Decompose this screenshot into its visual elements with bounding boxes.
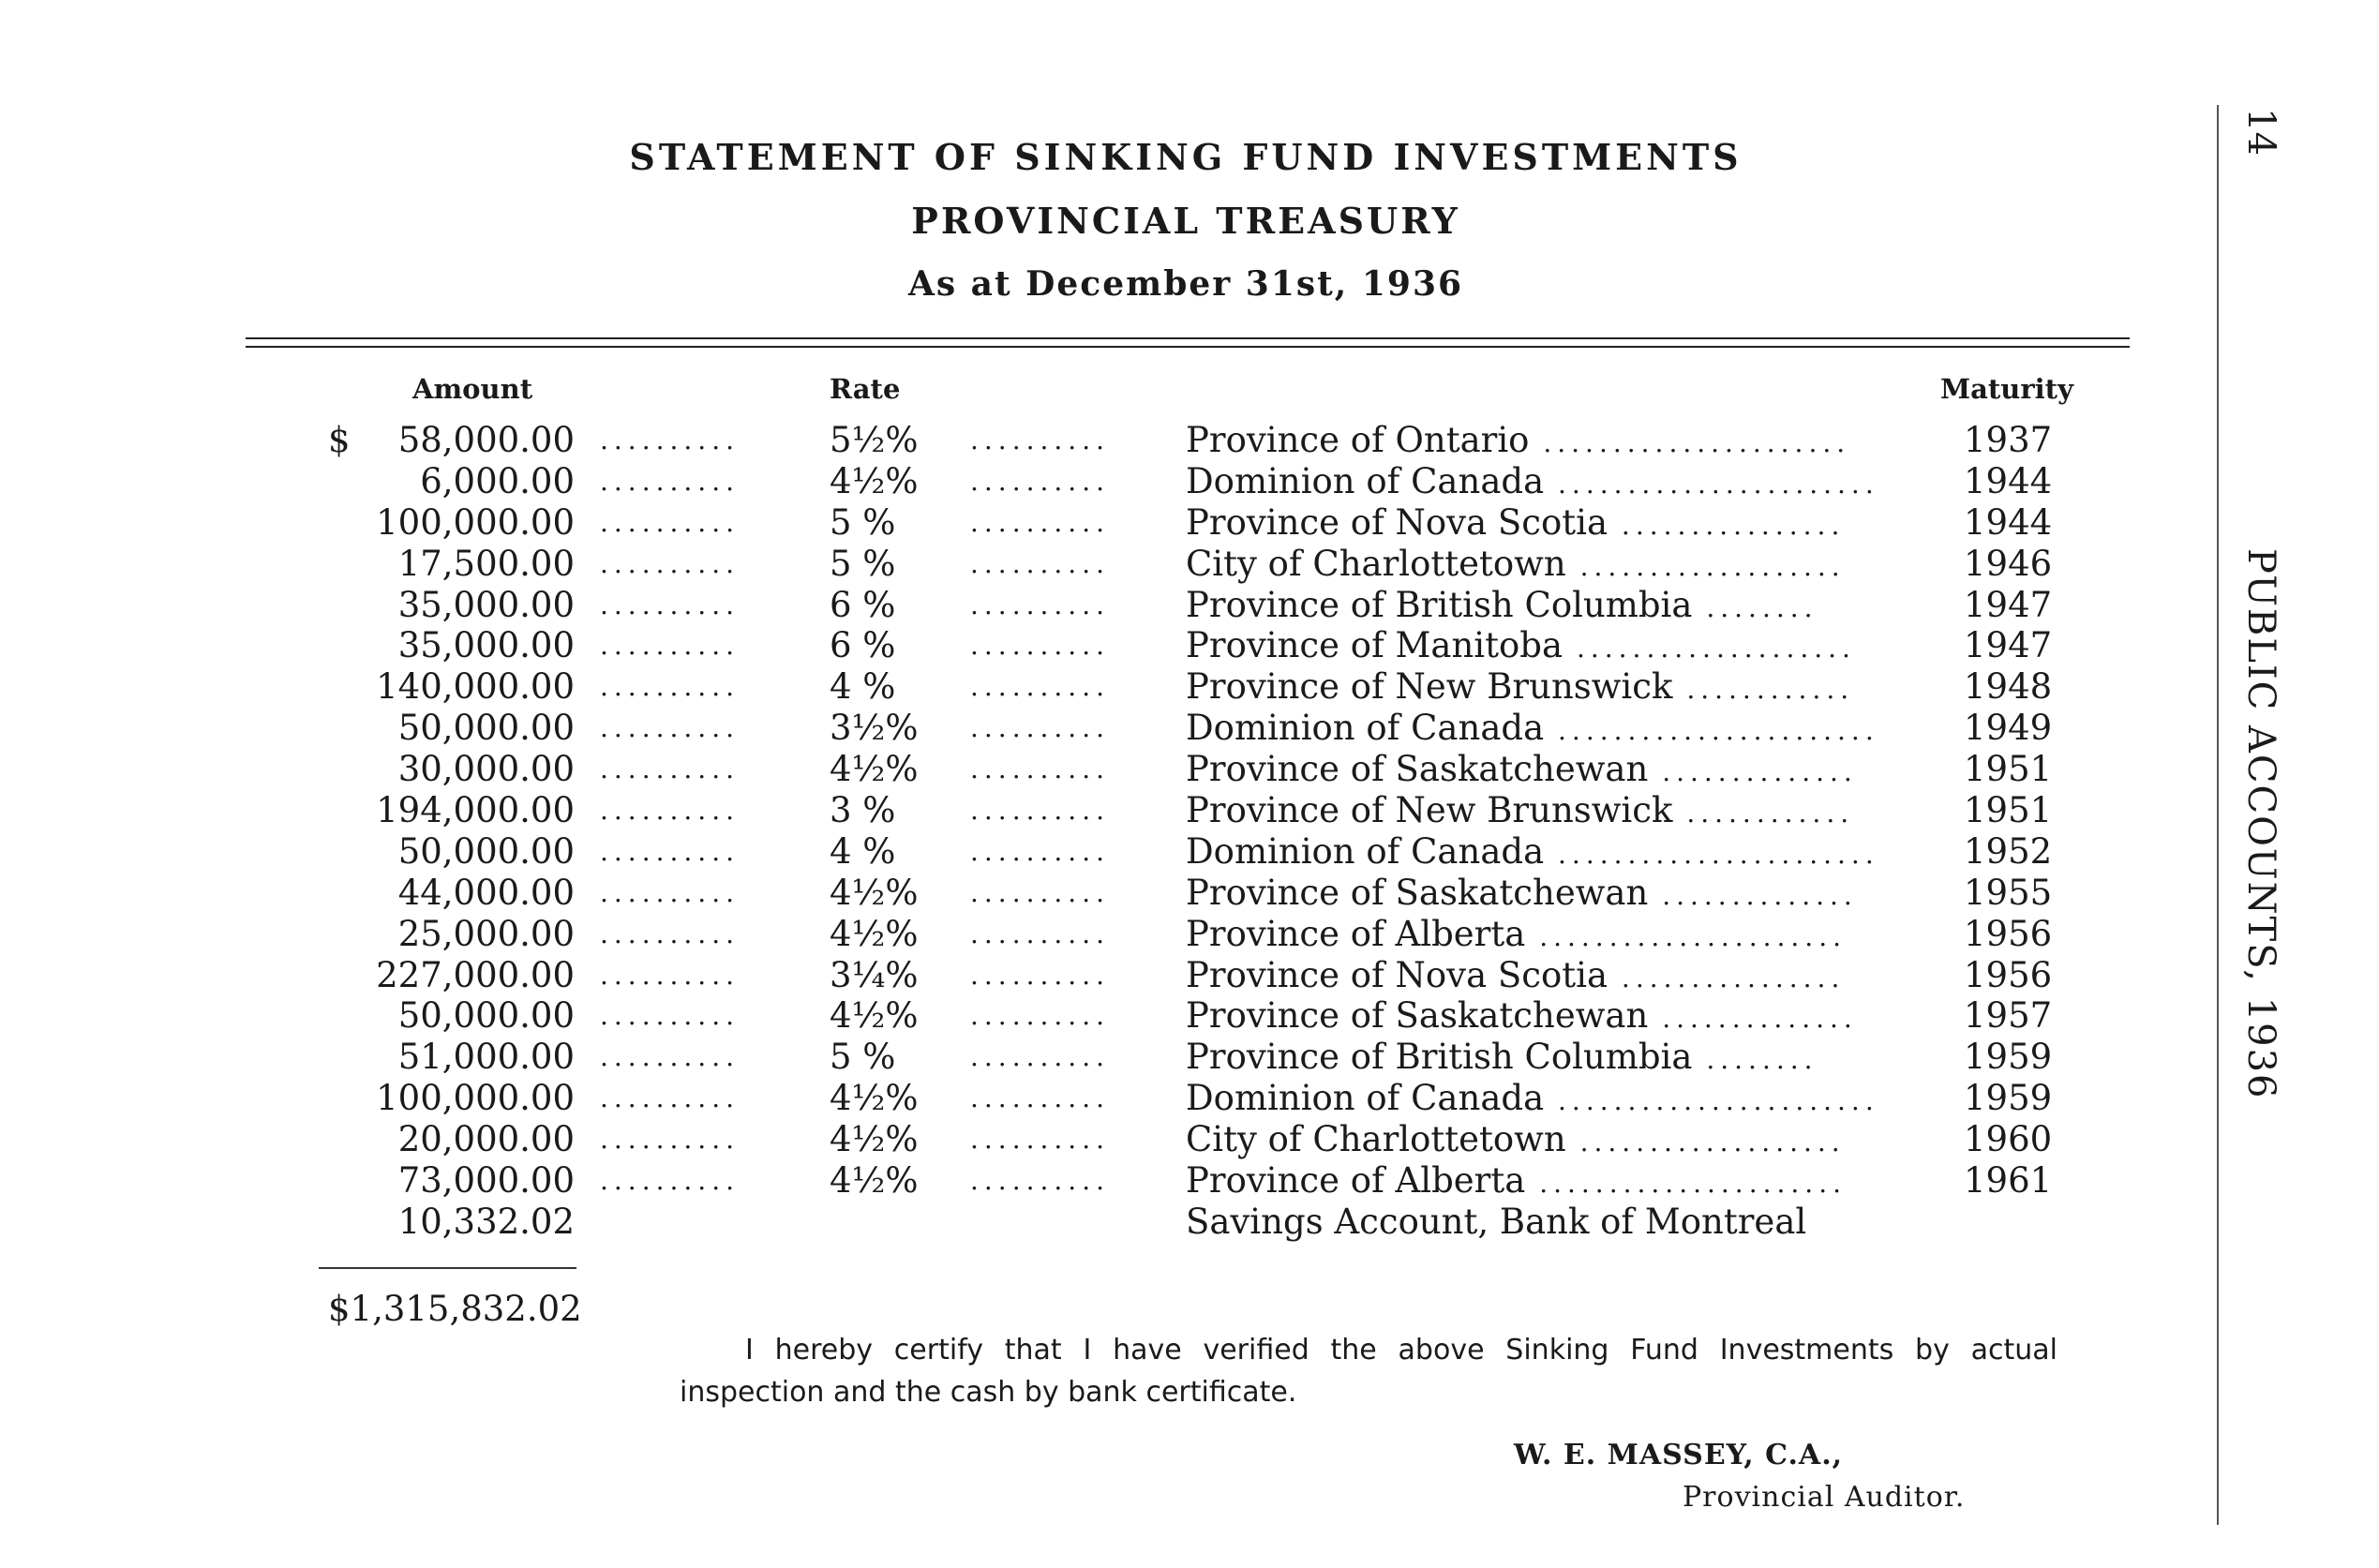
leader-dots: .......................	[1544, 715, 1879, 747]
leader-dots: ..........	[970, 712, 1111, 744]
leader-dots: ..........	[970, 589, 1111, 620]
row-maturity: 1947	[1964, 625, 2053, 666]
row-maturity: 1956	[1964, 954, 2053, 995]
certification-text	[680, 1329, 2057, 1413]
certification-line-2: inspection and the cash by bank certificate.	[680, 1376, 1297, 1409]
leader-dots: ...................	[1565, 550, 1846, 582]
row-rate: 6 %	[830, 625, 896, 666]
row-rate: 3¼%	[830, 954, 919, 995]
leader-dots: ..........	[970, 918, 1111, 949]
table-row	[0, 502, 2379, 544]
leader-dots: .......................	[1544, 838, 1879, 870]
row-amount: 100,000.00	[376, 1078, 575, 1119]
row-issuer-name: Province of Nova Scotia	[1186, 954, 1608, 995]
row-issuer	[1186, 1119, 1846, 1163]
row-issuer-name: Province of British Columbia	[1186, 584, 1693, 625]
row-issuer-name: Province of Ontario	[1186, 420, 1530, 460]
row-amount: 50,000.00	[397, 995, 575, 1037]
row-issuer	[1186, 420, 1850, 464]
row-amount: 50,000.00	[397, 830, 575, 872]
leader-dots: ............	[1672, 674, 1855, 706]
row-maturity: 1944	[1964, 460, 2053, 501]
leader-dots: ..........	[600, 671, 741, 703]
page-number: 14	[2239, 108, 2282, 156]
row-issuer	[1186, 708, 1879, 752]
leader-dots: ..........	[600, 1000, 741, 1032]
leader-dots: ..........	[600, 1165, 741, 1197]
row-issuer	[1186, 995, 1858, 1039]
row-issuer-name: Dominion of Canada	[1186, 708, 1545, 749]
row-rate: 4½%	[830, 1119, 919, 1160]
leader-dots: ..........	[600, 712, 741, 744]
row-maturity: 1961	[1964, 1160, 2053, 1202]
row-maturity: 1957	[1964, 995, 2053, 1037]
leader-dots: ................	[1608, 962, 1846, 993]
row-issuer-name: Dominion of Canada	[1186, 460, 1545, 501]
running-title: PUBLIC ACCOUNTS, 1936	[2239, 548, 2282, 1100]
table-row	[0, 790, 2379, 831]
leader-dots: ..............	[1648, 756, 1858, 788]
leader-dots: ..........	[970, 1165, 1111, 1197]
row-maturity: 1946	[1964, 543, 2053, 584]
row-issuer	[1186, 873, 1858, 917]
row-rate: 4½%	[830, 749, 919, 790]
row-issuer-name: Province of Alberta	[1186, 1160, 1526, 1202]
table-row	[0, 995, 2379, 1037]
table-row	[0, 585, 2379, 626]
row-issuer-name: City of Charlottetown	[1186, 1119, 1566, 1160]
row-maturity: 1948	[1964, 666, 2053, 708]
leader-dots: .......................	[1544, 1085, 1879, 1117]
row-amount: 44,000.00	[397, 872, 575, 913]
row-maturity: 1959	[1964, 1078, 2053, 1119]
leader-dots: ..........	[970, 671, 1111, 703]
row-amount: 20,000.00	[397, 1119, 575, 1160]
row-amount: 194,000.00	[376, 790, 575, 831]
margin-rule	[2217, 105, 2219, 1525]
row-issuer-name: Dominion of Canada	[1186, 830, 1545, 872]
table-row	[0, 666, 2379, 708]
row-amount: 51,000.00	[397, 1037, 575, 1078]
row-amount: 73,000.00	[397, 1160, 575, 1202]
row-rate: 3½%	[830, 708, 919, 749]
leader-dots: ....................	[1563, 633, 1856, 665]
leader-dots: ..........	[600, 1041, 741, 1073]
statement-title: STATEMENT OF SINKING FUND INVESTMENTS	[629, 136, 1743, 178]
row-rate: 5½%	[830, 420, 919, 460]
row-maturity: 1959	[1964, 1037, 2053, 1078]
leader-dots: ..........	[600, 959, 741, 991]
row-rate: 5 %	[830, 543, 896, 584]
leader-dots: ..........	[970, 959, 1111, 991]
row-issuer-name: Province of Saskatchewan	[1186, 995, 1649, 1037]
row-rate: 6 %	[830, 584, 896, 625]
row-issuer-name: Province of Manitoba	[1186, 625, 1564, 666]
leader-dots: ..........	[970, 1083, 1111, 1114]
table-row	[0, 1119, 2379, 1160]
row-rate: 3 %	[830, 790, 896, 831]
row-rate: 4½%	[830, 1160, 919, 1202]
table-row	[0, 1160, 2379, 1202]
leader-dots: ..........	[600, 547, 741, 579]
row-amount: 35,000.00	[397, 625, 575, 666]
table-row	[0, 749, 2379, 790]
row-amount: 35,000.00	[397, 584, 575, 625]
row-issuer	[1186, 461, 1879, 505]
row-issuer	[1186, 1160, 1847, 1204]
leader-dots: ..........	[970, 1041, 1111, 1073]
row-issuer-name: Province of Nova Scotia	[1186, 501, 1608, 543]
leader-dots: ..........	[600, 425, 741, 455]
row-maturity: 1937	[1964, 420, 2053, 460]
leader-dots: ..........	[970, 754, 1111, 785]
row-amount: 10,332.02	[397, 1201, 575, 1242]
row-issuer-name: City of Charlottetown	[1186, 543, 1566, 584]
row-maturity: 1960	[1964, 1119, 2053, 1160]
leader-dots: ................	[1608, 509, 1846, 541]
leader-dots: ..........	[600, 630, 741, 662]
row-issuer	[1186, 914, 1847, 958]
row-amount: 100,000.00	[376, 501, 575, 543]
leader-dots: ......................	[1525, 1168, 1848, 1200]
row-issuer-name: Province of New Brunswick	[1186, 790, 1673, 831]
leader-dots: ..........	[970, 1124, 1111, 1156]
table-row	[0, 708, 2379, 749]
leader-dots: ...................	[1565, 1127, 1846, 1158]
table-row	[0, 461, 2379, 502]
row-issuer	[1186, 1037, 1818, 1081]
leader-dots: ..........	[970, 795, 1111, 827]
row-issuer	[1186, 666, 1854, 710]
row-rate: 5 %	[830, 1037, 896, 1078]
row-rate: 4 %	[830, 666, 896, 708]
leader-dots: ..........	[600, 1124, 741, 1156]
row-issuer	[1186, 544, 1846, 588]
row-rate: 4½%	[830, 913, 919, 954]
table-row	[0, 955, 2379, 996]
table-row	[0, 544, 2379, 585]
row-rate: 5 %	[830, 501, 896, 543]
leader-dots: ..........	[970, 835, 1111, 867]
signer-title: Provincial Auditor.	[1683, 1481, 1966, 1514]
row-maturity: 1955	[1964, 872, 2053, 913]
double-rule-top	[246, 337, 2130, 339]
leader-dots: ..........	[600, 795, 741, 827]
investments-table	[0, 420, 2379, 1243]
leader-dots: ..........	[600, 506, 741, 538]
table-row	[0, 831, 2379, 873]
leader-dots: ......................	[1529, 427, 1851, 458]
leader-dots: ..........	[600, 876, 741, 908]
row-amount: 6,000.00	[420, 460, 575, 501]
table-row	[0, 1078, 2379, 1119]
leader-dots: ..........	[600, 918, 741, 949]
double-rule-bottom	[246, 346, 2130, 348]
table-row	[0, 873, 2379, 914]
table-row	[0, 625, 2379, 666]
row-amount: 140,000.00	[376, 666, 575, 708]
table-row	[0, 1202, 2379, 1243]
row-rate: 4½%	[830, 872, 919, 913]
row-issuer-name: Province of Saskatchewan	[1186, 872, 1649, 913]
statement-date: As at December 31st, 1936	[907, 264, 1464, 304]
leader-dots: ..........	[970, 506, 1111, 538]
row-issuer	[1186, 585, 1818, 629]
row-rate: 4 %	[830, 830, 896, 872]
leader-dots: ..............	[1648, 879, 1858, 911]
row-amount: 58,000.00	[397, 420, 575, 460]
leader-dots: ..........	[600, 1083, 741, 1114]
row-issuer-name: Province of Alberta	[1186, 913, 1526, 954]
leader-dots: ..........	[600, 465, 741, 497]
signer-name: W. E. MASSEY, C.A.,	[1514, 1439, 1844, 1471]
table-row	[0, 420, 2379, 461]
certification-line-1: I hereby certify that I have verified the above Sinking Fund Investments by actual	[745, 1334, 2057, 1366]
row-amount: 17,500.00	[397, 543, 575, 584]
column-header-amount: Amount	[412, 373, 533, 405]
row-maturity: 1951	[1964, 749, 2053, 790]
leader-dots: ..........	[600, 754, 741, 785]
leader-dots: ..............	[1648, 1003, 1858, 1035]
leader-dots: ........	[1692, 1044, 1818, 1076]
column-header-maturity: Maturity	[1940, 373, 2073, 405]
row-issuer	[1186, 749, 1858, 793]
row-amount: 25,000.00	[397, 913, 575, 954]
row-issuer	[1186, 831, 1879, 875]
table-row	[0, 914, 2379, 955]
row-maturity: 1947	[1964, 584, 2053, 625]
row-amount: 227,000.00	[376, 954, 575, 995]
row-amount: 30,000.00	[397, 749, 575, 790]
row-issuer	[1186, 502, 1845, 546]
table-row	[0, 1037, 2379, 1078]
leader-dots: ..........	[970, 876, 1111, 908]
leader-dots: ..........	[600, 835, 741, 867]
total-rule	[319, 1267, 576, 1269]
leader-dots: ..........	[970, 1000, 1111, 1032]
row-issuer	[1186, 1078, 1879, 1122]
leader-dots: ..........	[600, 589, 741, 620]
total-amount: $1,315,832.02	[328, 1289, 582, 1329]
row-issuer-name: Dominion of Canada	[1186, 1078, 1545, 1119]
row-rate: 4½%	[830, 1078, 919, 1119]
row-maturity: 1949	[1964, 708, 2053, 749]
leader-dots: ..........	[970, 465, 1111, 497]
row-rate: 4½%	[830, 995, 919, 1037]
row-maturity: 1956	[1964, 913, 2053, 954]
row-issuer	[1186, 955, 1845, 999]
row-maturity: 1951	[1964, 790, 2053, 831]
leader-dots: .......................	[1544, 468, 1879, 500]
row-issuer-name: Province of New Brunswick	[1186, 666, 1673, 708]
row-issuer	[1186, 790, 1854, 834]
leader-dots: ..........	[970, 630, 1111, 662]
row-rate: 4½%	[830, 460, 919, 501]
row-issuer-name: Province of Saskatchewan	[1186, 749, 1649, 790]
leader-dots: ..........	[970, 547, 1111, 579]
row-issuer: Savings Account, Bank of Montreal	[1186, 1201, 1807, 1242]
row-maturity: 1952	[1964, 830, 2053, 872]
row-issuer	[1186, 625, 1856, 669]
leader-dots: ........	[1692, 591, 1818, 623]
statement-subtitle: PROVINCIAL TREASURY	[911, 200, 1460, 242]
column-header-rate: Rate	[830, 373, 901, 405]
row-maturity: 1944	[1964, 501, 2053, 543]
leader-dots: ............	[1672, 798, 1855, 829]
row-issuer-name: Province of British Columbia	[1186, 1037, 1693, 1078]
leader-dots: ......................	[1525, 920, 1848, 952]
row-amount: 50,000.00	[397, 708, 575, 749]
side-running-header	[2239, 108, 2282, 1514]
leader-dots: ..........	[970, 425, 1111, 455]
currency-symbol: $	[328, 420, 351, 460]
